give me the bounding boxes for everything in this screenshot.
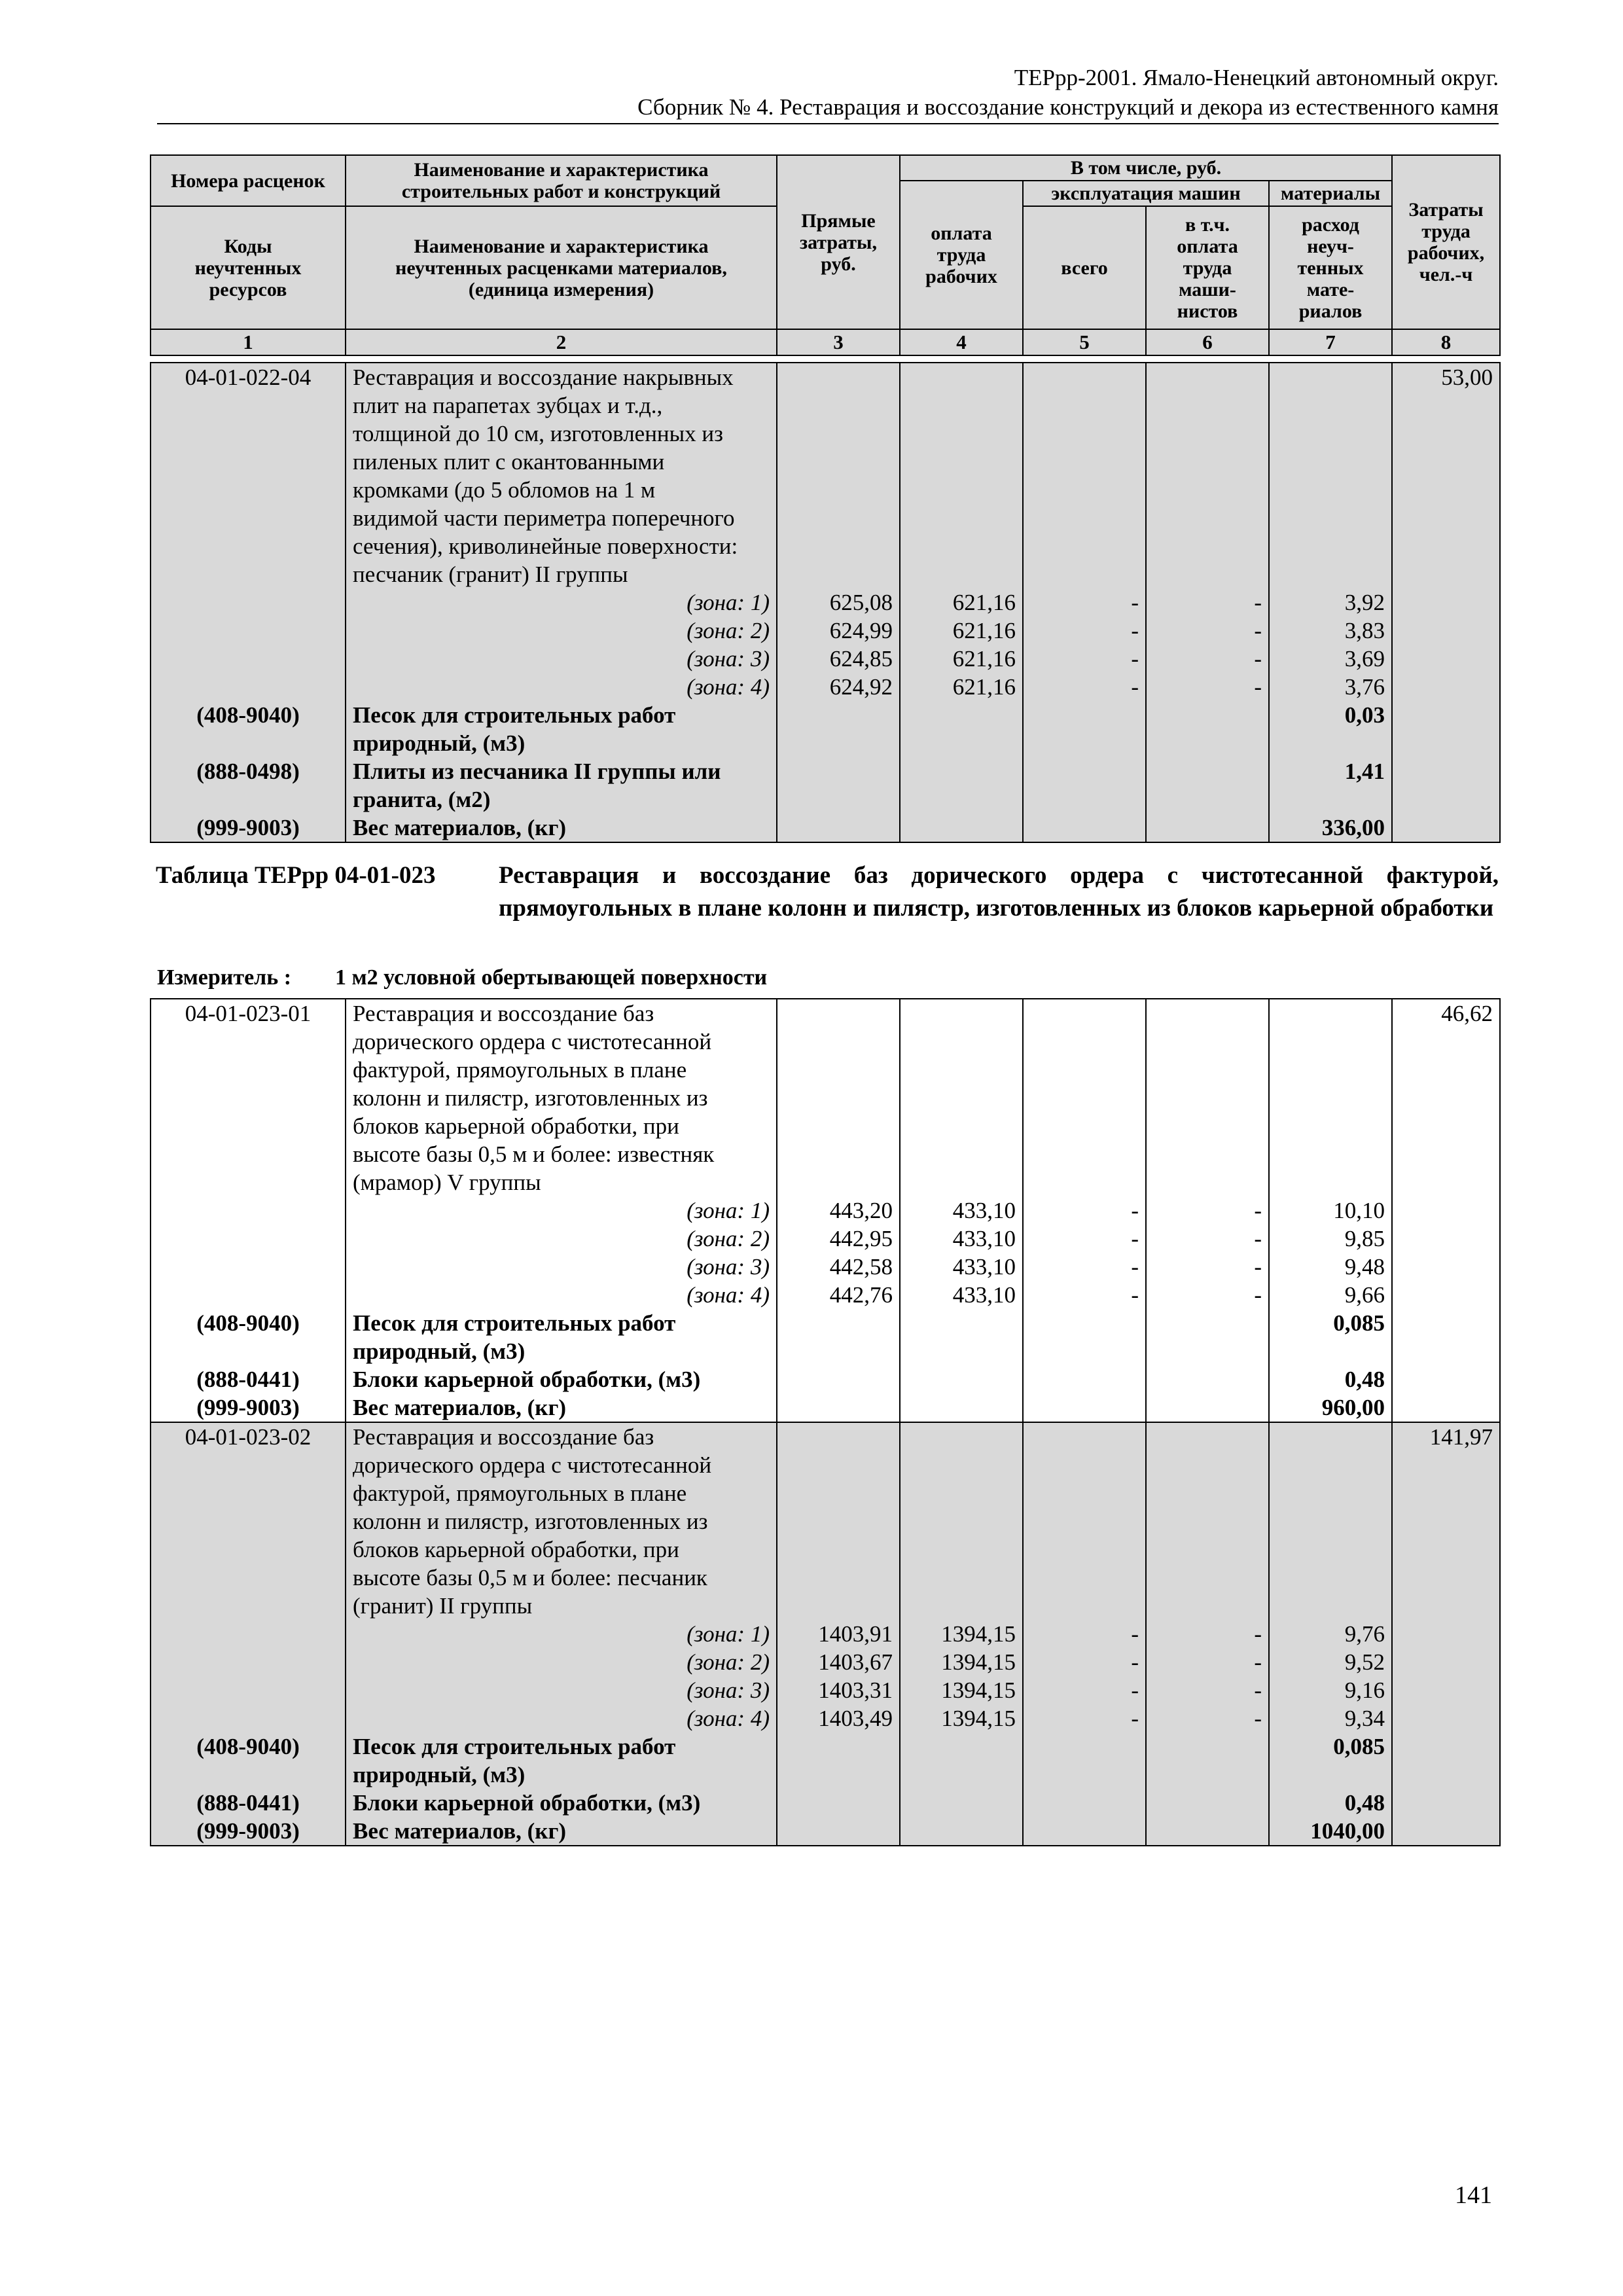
- col-including: В том числе, руб.: [900, 155, 1392, 181]
- machinist-pay: - - - -: [1146, 1422, 1269, 1846]
- worker-pay: 1394,15 1394,15 1394,15 1394,15: [900, 1422, 1023, 1846]
- col-number: 6: [1146, 329, 1269, 355]
- col-number: 4: [900, 329, 1023, 355]
- resource-qty: 0,48: [1344, 1367, 1385, 1392]
- resource-code: (999-9003): [196, 815, 300, 840]
- resource-name: Блоки карьерной обработки, (м3): [353, 1790, 701, 1816]
- col-machinist-pay: в т.ч. оплата труда маши- нистов: [1146, 206, 1269, 329]
- measure-unit: [157, 965, 767, 990]
- col-worker-pay: оплата труда рабочих: [900, 181, 1023, 329]
- col-number: 3: [777, 329, 900, 355]
- rate-description: Реставрация и воссоздание баз дорического ордера с чистотесанной фактурой, прямоугольных в плане колонн и пилястр, изготовленных из блоков карьерной обработки, при высоте базы 0,5 м и более: известняк (мрамор) V группы (зона: 1) (зона: 2) (зона: 3) (зона: 4) Песок для строительных работ природный, (м3) Блоки карьерной обработки, (м3) Вес материалов, (кг): [346, 999, 777, 1422]
- resource-qty: 0,085: [1333, 1310, 1385, 1336]
- header-rule: [157, 123, 1499, 124]
- resource-name: Вес материалов, (кг): [353, 815, 566, 840]
- col-material-name: Наименование и характеристика неучтенных расценками материалов, (единица измерения): [346, 206, 777, 329]
- resource-qty: 1,41: [1344, 759, 1385, 784]
- col-number: 7: [1269, 329, 1392, 355]
- worker-pay: 433,10 433,10 433,10 433,10: [900, 999, 1023, 1422]
- table-column-header: [150, 154, 1501, 356]
- col-labor-hours: Затраты труда рабочих, чел.-ч: [1392, 155, 1500, 329]
- labor-hours: 141,97: [1392, 1422, 1500, 1846]
- resource-code: (408-9040): [196, 1310, 300, 1336]
- labor-hours: 53,00: [1392, 363, 1500, 842]
- resource-code: (999-9003): [196, 1395, 300, 1420]
- resource-name: Блоки карьерной обработки, (м3): [353, 1367, 701, 1392]
- labor-hours: 46,62: [1392, 999, 1500, 1422]
- zone-label: (зона: 3): [687, 1677, 770, 1703]
- resource-qty: 336,00: [1321, 815, 1385, 840]
- resource-name: Песок для строительных работ: [353, 1310, 676, 1336]
- col-resource-codes: Коды неучтенных ресурсов: [151, 206, 346, 329]
- col-machines-total: всего: [1023, 206, 1146, 329]
- col-number: 1: [151, 329, 346, 355]
- machines-total: - - - -: [1023, 999, 1146, 1422]
- direct-costs: 443,20 442,95 442,58 442,76: [777, 999, 900, 1422]
- rate-description: Реставрация и воссоздание накрывных плит на парапетах зубцах и т.д., толщиной до 10 см, изготовленных из пиленых плит с окантованными кромками (до 5 обломов на 1 м видимой части периметра поперечного сечения), криволинейные поверхности: песчаник (гранит) II группы (зона: 1) (зона: 2) (зона: 3) (зона: 4) Песок для строительных работ природный, (м3) Плиты из песчаника II группы или гранита, (м2) Вес материалов, (кг): [346, 363, 777, 842]
- zone-label: (зона: 2): [687, 1226, 770, 1251]
- rate-description: Реставрация и воссоздание баз дорического ордера с чистотесанной фактурой, прямоугольных в плане колонн и пилястр, изготовленных из блоков карьерной обработки, при высоте базы 0,5 м и более: песчаник (гранит) II группы (зона: 1) (зона: 2) (зона: 3) (зона: 4) Песок для строительных работ природный, (м3) Блоки карьерной обработки, (м3) Вес материалов, (кг): [346, 1422, 777, 1846]
- resource-name: Вес материалов, (кг): [353, 1818, 566, 1844]
- col-number: 5: [1023, 329, 1146, 355]
- table-title-label: Таблица ТЕРрр 04-01-023: [156, 862, 436, 889]
- resource-qty: 1040,00: [1310, 1818, 1385, 1844]
- zone-label: (зона: 3): [687, 1254, 770, 1280]
- resource-name: Вес материалов, (кг): [353, 1395, 566, 1420]
- rate-code: 04-01-022-04 (408-9040) (888-0498) (999-9003): [151, 363, 346, 842]
- materials-cost: 3,92 3,83 3,69 3,76 0,03 1,41 336,00: [1269, 363, 1392, 842]
- col-work-name: Наименование и характеристика строительных работ и конструкций: [346, 155, 777, 206]
- running-header-collection: Сборник № 4. Реставрация и воссоздание конструкций и декора из естественного камня: [637, 94, 1499, 120]
- materials-cost: 9,76 9,52 9,16 9,34 0,085 0,48 1040,00: [1269, 1422, 1392, 1846]
- table-title: [156, 859, 1499, 925]
- worker-pay: 621,16 621,16 621,16 621,16: [900, 363, 1023, 842]
- zone-label: (зона: 2): [687, 1649, 770, 1675]
- machinist-pay: - - - -: [1146, 999, 1269, 1422]
- machinist-pay: - - - -: [1146, 363, 1269, 842]
- zone-label: (зона: 3): [687, 646, 770, 672]
- measure-value: 1 м2 условной обертывающей поверхности: [335, 965, 768, 990]
- resource-code: (999-9003): [196, 1818, 300, 1844]
- col-rate-numbers: Номера расценок: [151, 155, 346, 206]
- col-material-usage: расход неуч- тенных мате- риалов: [1269, 206, 1392, 329]
- measure-label: Измеритель :: [157, 965, 292, 990]
- col-number: 2: [346, 329, 777, 355]
- resource-qty: 0,085: [1333, 1734, 1385, 1759]
- zone-label: (зона: 4): [687, 674, 770, 700]
- zone-label: (зона: 1): [687, 1621, 770, 1647]
- zone-label: (зона: 1): [687, 1198, 770, 1223]
- col-machines: эксплуатация машин: [1023, 181, 1269, 206]
- zone-label: (зона: 4): [687, 1706, 770, 1731]
- table-row: [151, 1422, 1500, 1846]
- resource-qty: 0,03: [1344, 702, 1385, 728]
- resource-code: (888-0498): [196, 759, 300, 784]
- rate-code: 04-01-023-02 (408-9040) (888-0441) (999-9003): [151, 1422, 346, 1846]
- direct-costs: 1403,91 1403,67 1403,31 1403,49: [777, 1422, 900, 1846]
- resource-qty: 960,00: [1321, 1395, 1385, 1420]
- rate-code: 04-01-023-01 (408-9040) (888-0441) (999-9003): [151, 999, 346, 1422]
- col-direct-costs: Прямые затраты, руб.: [777, 155, 900, 329]
- resource-name: Плиты из песчаника II группы или: [353, 759, 721, 784]
- resource-code: (888-0441): [196, 1790, 300, 1816]
- zone-label: (зона: 1): [687, 590, 770, 615]
- direct-costs: 625,08 624,99 624,85 624,92: [777, 363, 900, 842]
- resource-code: (408-9040): [196, 1734, 300, 1759]
- machines-total: - - - -: [1023, 1422, 1146, 1846]
- machines-total: - - - -: [1023, 363, 1146, 842]
- materials-cost: 10,10 9,85 9,48 9,66 0,085 0,48 960,00: [1269, 999, 1392, 1422]
- table-title-text: Реставрация и воссоздание баз дорического ордера с чистотесанной фактурой, прямоугольных в плане колонн и пилястр, изготовленных из блоков карьерной обработки: [499, 862, 1499, 922]
- resource-name: Песок для строительных работ: [353, 1734, 676, 1759]
- zone-label: (зона: 4): [687, 1282, 770, 1308]
- resource-code: (888-0441): [196, 1367, 300, 1392]
- col-materials: материалы: [1269, 181, 1392, 206]
- running-header-title: ТЕРрр-2001. Ямало-Ненецкий автономный округ.: [1014, 65, 1499, 90]
- resource-name: Песок для строительных работ: [353, 702, 676, 728]
- col-number: 8: [1392, 329, 1500, 355]
- page-number: 141: [1455, 2181, 1492, 2209]
- table-row: [151, 999, 1500, 1422]
- rate-table-023: [150, 998, 1501, 1846]
- resource-code: (408-9040): [196, 702, 300, 728]
- rate-table-022: [150, 362, 1501, 843]
- table-row: [151, 363, 1500, 842]
- resource-qty: 0,48: [1344, 1790, 1385, 1816]
- zone-label: (зона: 2): [687, 618, 770, 643]
